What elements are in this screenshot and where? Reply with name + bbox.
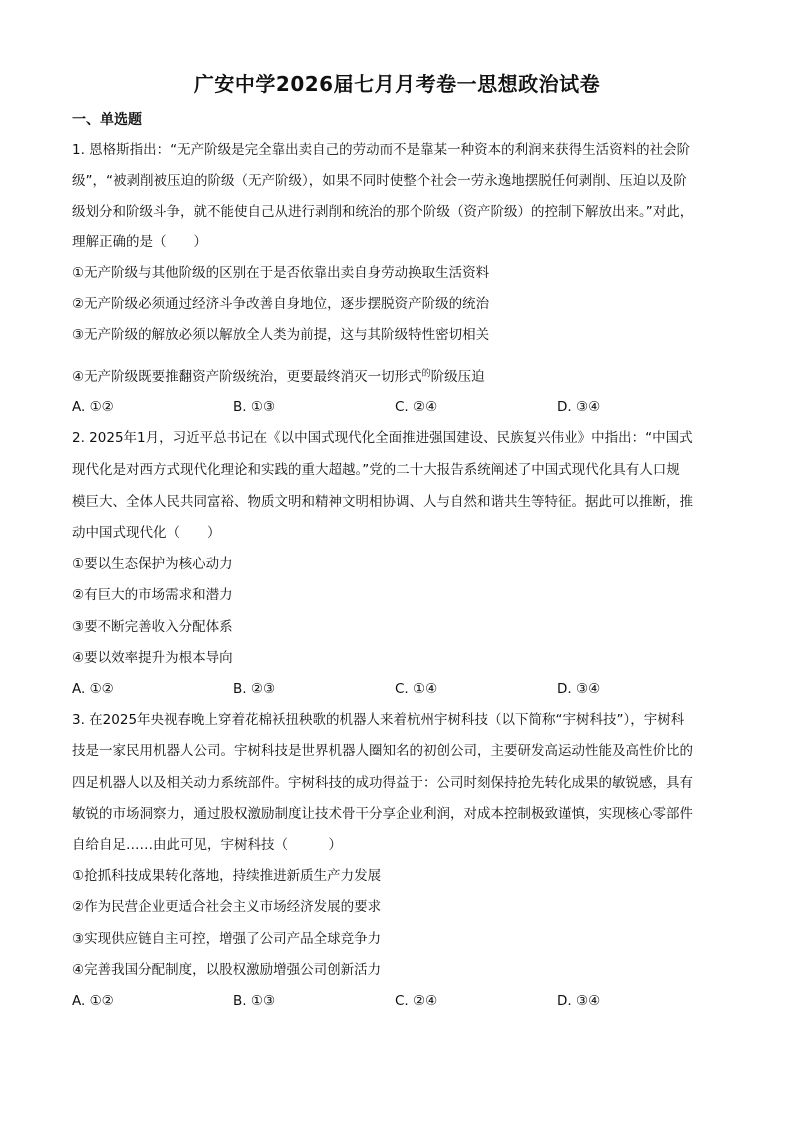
question-3-statement-4: ④完善我国分配制度，以股权激励增强公司创新活力 xyxy=(72,962,382,978)
question-3-option-d: D. ③④ xyxy=(557,993,601,1009)
question-1-stem-line-2: 级”，“被剥削被压迫的阶级（无产阶级），如果不同时使整个社会一劳永逸地摆脱任何剥削、压迫以及阶 xyxy=(72,173,687,189)
question-2-option-a: A. ①② xyxy=(72,681,114,697)
question-2-stem-line-2: 现代化是对西方式现代化理论和实践的重大超越。”党的二十大报告系统阐述了中国式现代化具有人口规 xyxy=(72,462,680,478)
question-1-stem-line-1: 1. 恩格斯指出：“无产阶级是完全靠出卖自己的劳动而不是靠某一种资本的利润来获得生活资料的社会阶 xyxy=(72,142,691,158)
question-1-stem-line-4: 理解正确的是（ ） xyxy=(72,234,207,250)
question-3-stem-line-2: 技是一家民用机器人公司。宇树科技是世界机器人圈知名的初创公司，主要研发高运动性能及高性价比的 xyxy=(72,743,693,759)
question-2-statement-1: ①要以生态保护为核心动力 xyxy=(72,556,233,572)
statement-4-superscript: 的 xyxy=(421,369,431,379)
question-2-statement-3: ③要不断完善收入分配体系 xyxy=(72,619,233,635)
question-2-option-d: D. ③④ xyxy=(557,681,601,697)
statement-4-text-after: 阶级压迫 xyxy=(430,369,485,385)
question-3-stem-line-3: 四足机器人以及相关动力系统部件。宇树科技的成功得益于：公司时刻保持抢先转化成果的敏锐感，具有 xyxy=(72,775,693,791)
question-3-statement-2: ②作为民营企业更适合社会主义市场经济发展的要求 xyxy=(72,899,382,915)
question-1-statement-4 xyxy=(72,364,730,387)
question-1-statement-2: ②无产阶级必须通过经济斗争改善自身地位，逐步摆脱资产阶级的统治 xyxy=(72,296,490,312)
question-1-option-b: B. ①③ xyxy=(233,399,276,415)
question-3-options xyxy=(72,991,730,1011)
question-3-option-a: A. ①② xyxy=(72,993,114,1009)
question-2-options xyxy=(72,679,730,699)
section-heading: 一、单选题 xyxy=(72,112,142,128)
question-1-option-d: D. ③④ xyxy=(557,399,601,415)
statement-4-text-before: ④无产阶级既要推翻资产阶级统治，更要最终消灭一切形式 xyxy=(72,369,422,385)
page-title: 广安中学2026届七月月考卷一思想政治试卷 xyxy=(193,72,601,96)
question-3-option-c: C. ②④ xyxy=(395,993,438,1009)
question-2-option-c: C. ①④ xyxy=(395,681,438,697)
question-2-option-b: B. ②③ xyxy=(233,681,276,697)
question-3-stem-line-4: 敏锐的市场洞察力，通过股权激励制度让技术骨干分享企业利润，对成本控制极致谨慎，实现核心零部件 xyxy=(72,806,693,822)
question-2-stem-line-4: 动中国式现代化（ ） xyxy=(72,525,221,541)
question-1-option-a: A. ①② xyxy=(72,399,114,415)
question-1-stem-line-3: 级划分和阶级斗争，就不能使自己从进行剥削和统治的那个阶级（资产阶级）的控制下解放出来。”对此， xyxy=(72,204,694,220)
question-2-stem-line-1: 2. 2025年1月，习近平总书记在《以中国式现代化全面推进强国建设、民族复兴伟业》中指出：“中国式 xyxy=(72,430,693,446)
question-1-option-c: C. ②④ xyxy=(395,399,438,415)
question-2-statement-4: ④要以效率提升为根本导向 xyxy=(72,650,233,666)
question-1-options xyxy=(72,397,730,417)
question-3-stem-line-1: 3. 在2025年央视春晚上穿着花棉袄扭秧歌的机器人来着杭州宇树科技（以下简称“宇树科技”），宇树科 xyxy=(72,712,685,728)
question-2-stem-line-3: 模巨大、全体人民共同富裕、物质文明和精神文明相协调、人与自然和谐共生等特征。据此可以推断，推 xyxy=(72,494,693,510)
question-3-stem-line-5: 自给自足……由此可见，宇树科技（ ） xyxy=(72,837,342,853)
question-3-statement-3: ③实现供应链自主可控，增强了公司产品全球竞争力 xyxy=(72,931,382,947)
question-1-statement-1: ①无产阶级与其他阶级的区别在于是否依靠出卖自身劳动换取生活资料 xyxy=(72,265,490,281)
question-3-statement-1: ①抢抓科技成果转化落地，持续推进新质生产力发展 xyxy=(72,868,382,884)
question-1-statement-3: ③无产阶级的解放必须以解放全人类为前提，这与其阶级特性密切相关 xyxy=(72,327,490,343)
question-3-option-b: B. ①③ xyxy=(233,993,276,1009)
question-2-statement-2: ②有巨大的市场需求和潜力 xyxy=(72,587,233,603)
